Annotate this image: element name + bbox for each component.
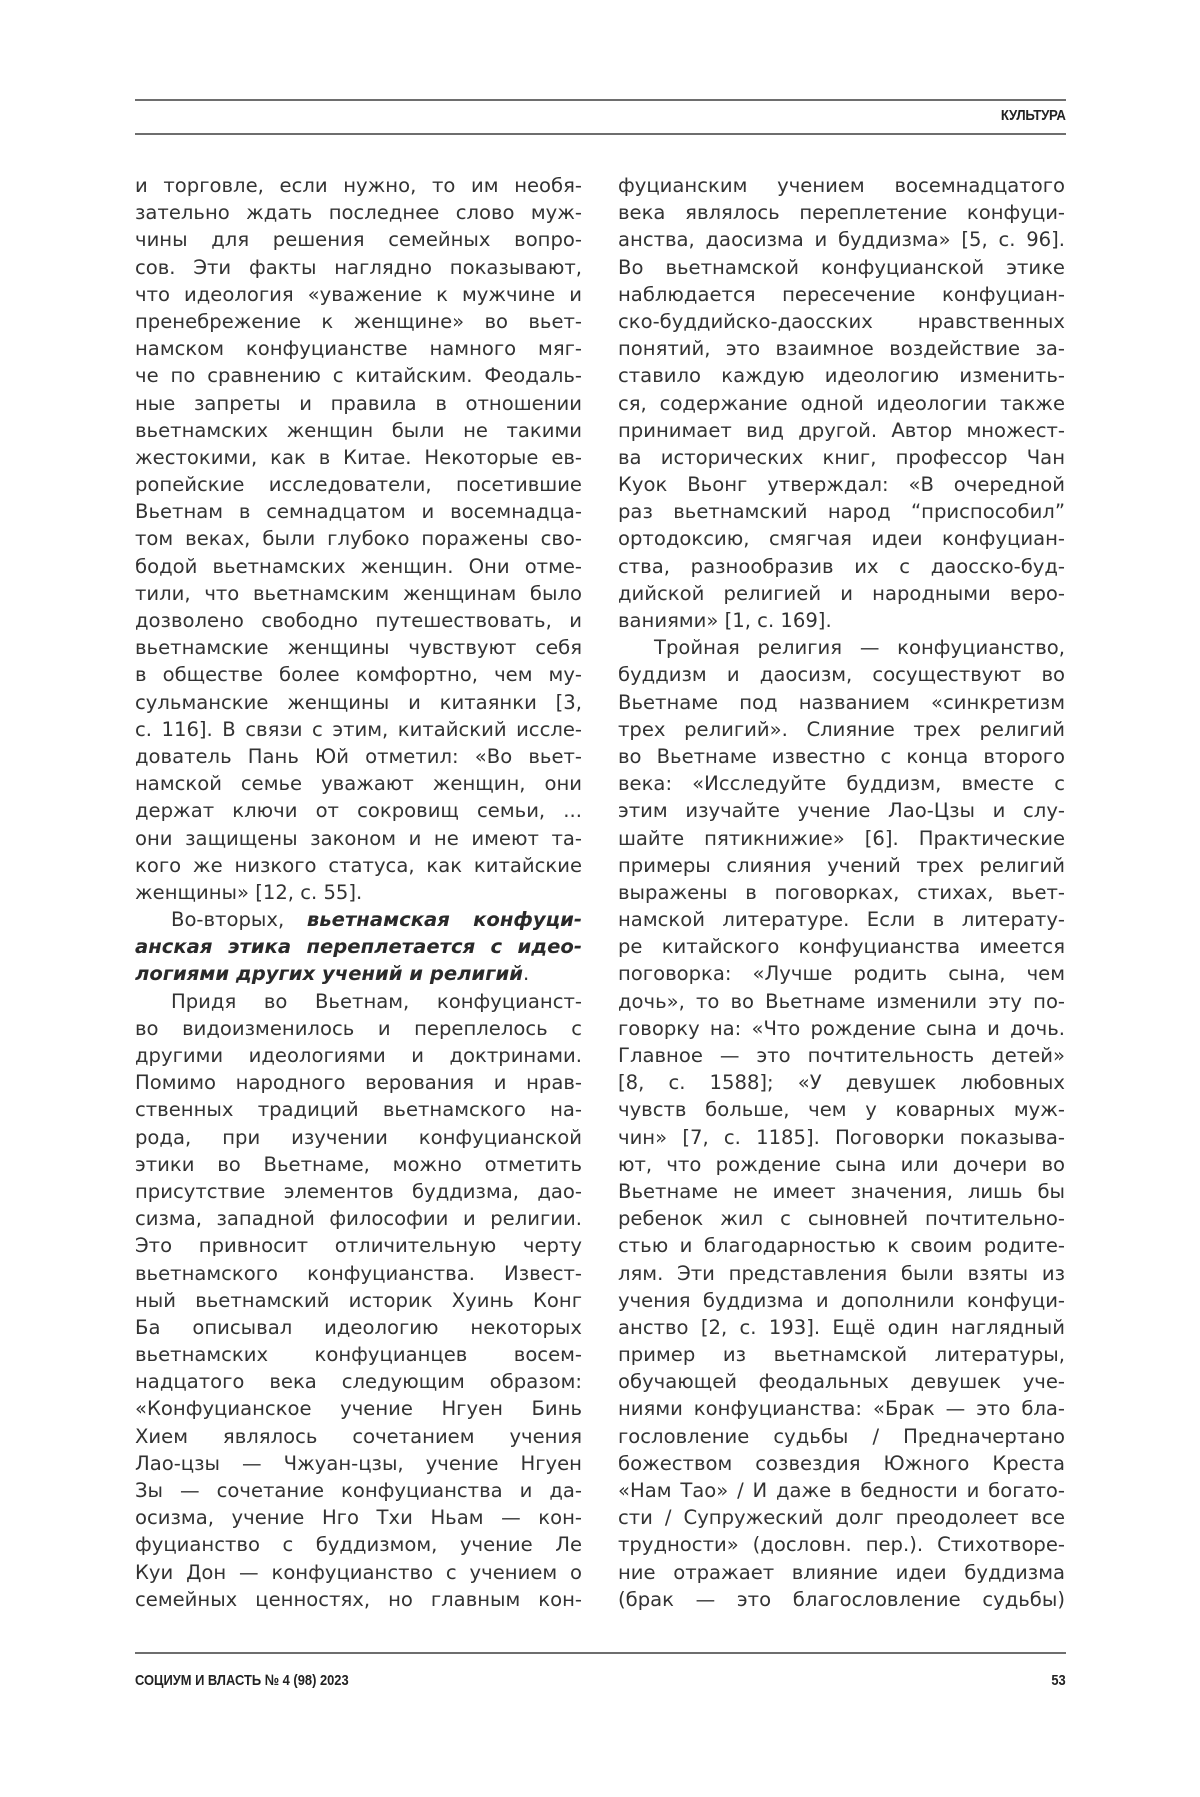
- text-line: Ба описывал идеологию некоторых: [135, 1315, 582, 1339]
- text-line: [135, 960, 582, 987]
- text-line: века являлось переплетение конфуци-: [618, 201, 1065, 225]
- text-line: ва исторических книг, профессор Чан: [618, 445, 1065, 469]
- text-line: зательно ждать последнее слово муж-: [135, 201, 582, 225]
- text-line: присутствие элементов буддизма, дао-: [135, 1179, 582, 1203]
- text-line: ре китайского конфуцианства имеется: [618, 935, 1065, 959]
- text-line: фуцианство с буддизмом, учение Ле: [135, 1533, 582, 1557]
- text-line: во Вьетнаме известно с конца второго: [618, 744, 1065, 768]
- text-line: с. 116]. В связи с этим, китайский иссле-: [135, 717, 582, 741]
- text-line: ный вьетнамский историк Хуинь Конг: [135, 1288, 582, 1312]
- text-line: женщины» [12, с. 55].: [135, 880, 363, 904]
- text-line: божеством созвездия Южного Креста: [618, 1451, 1065, 1475]
- paragraph: [135, 988, 582, 1613]
- text-line: надцатого века следующим образом:: [135, 1370, 582, 1394]
- text-line: принимает вид другой. Автор множест-: [618, 418, 1065, 442]
- text-line: пример из вьетнамской литературы,: [618, 1343, 1065, 1367]
- text-line: учения буддизма и дополнили конфуци-: [618, 1288, 1065, 1312]
- text-line: в обществе более комфортно, чем му-: [135, 663, 582, 687]
- text-line: ные запреты и правила в отношении: [135, 391, 582, 415]
- text-line: трудности» (дословн. пер.). Стихотворе-: [618, 1533, 1065, 1557]
- text-line: сти / Супружеский долг преодолеет все: [618, 1506, 1065, 1530]
- left-column: [135, 172, 582, 1613]
- text-line: буддизм и даосизм, сосуществуют во: [618, 663, 1065, 687]
- emphasis-text: вьетнамская конфуци-: [306, 908, 582, 932]
- text-line: намской литературе. Если в литерату-: [618, 908, 1065, 932]
- right-column: [618, 172, 1065, 1613]
- text-line: осизма, учение Нго Тхи Ньам — кон-: [135, 1506, 582, 1530]
- text-line: анство [2, с. 193]. Ещё один наглядный: [618, 1315, 1065, 1339]
- text-line: ваниями» [1, с. 169].: [618, 609, 832, 632]
- text-line: ся, содержание одной идеологии также: [618, 391, 1065, 415]
- text-line: вьетнамские женщины чувствуют себя: [135, 636, 582, 660]
- text-line: сов. Эти факты наглядно показывают,: [135, 255, 582, 279]
- text-line: стью и благодарностью к своим родите-: [618, 1234, 1065, 1258]
- text-line: Куи Дон — конфуцианство с учением о: [135, 1560, 582, 1584]
- paragraph-emphasis: [135, 906, 582, 988]
- text-line: другими идеологиями и доктринами.: [135, 1044, 582, 1067]
- text-line: Во вьетнамской конфуцианской этике: [618, 255, 1065, 279]
- text-line: примеры слияния учений трех религий: [618, 853, 1065, 877]
- text-line: чувств больше, чем у коварных муж-: [618, 1098, 1065, 1122]
- text-line: раз вьетнамский народ “приспособил”: [618, 500, 1065, 524]
- header-rule-top: [135, 99, 1066, 101]
- text-line: вьетнамского конфуцианства. Извест-: [135, 1261, 582, 1285]
- paragraph-continued: [618, 172, 1065, 634]
- footer-rule: [135, 1652, 1066, 1654]
- text-line: рода, при изучении конфуцианской: [135, 1125, 582, 1149]
- text-line: Вьетнаме под названием «синкретизм: [618, 690, 1065, 714]
- text-line: во видоизменилось и переплелось с: [135, 1016, 582, 1040]
- text-line: и торговле, если нужно, то им необя-: [135, 174, 582, 197]
- text-line: Вьетнаме не имеет значения, лишь бы: [618, 1179, 1065, 1203]
- text-line: держат ключи от сокровищ семьи, ...: [135, 799, 582, 823]
- text-line: ние отражает влияние идеи буддизма: [618, 1560, 1065, 1584]
- text-line: [135, 906, 582, 933]
- text-line: кого же низкого статуса, как китайские: [135, 853, 582, 877]
- text-line: лям. Эти представления были взяты из: [618, 1261, 1065, 1285]
- text-line: Тройная религия — конфуцианство,: [654, 636, 1065, 660]
- text-line: намском конфуцианстве намного мяг-: [135, 337, 582, 361]
- header-rule-bottom: [135, 133, 1066, 135]
- text-line: тили, что вьетнамским женщинам было: [135, 581, 582, 605]
- text-line: Куок Вьонг утверждал: «В очередной: [618, 473, 1065, 497]
- paragraph-continued: [135, 172, 582, 906]
- lead-text: Во-вторых,: [171, 908, 307, 932]
- text-line: века: «Исследуйте буддизм, вместе с: [618, 772, 1065, 796]
- text-line: этим изучайте учение Лао-Цзы и слу-: [618, 799, 1065, 823]
- text-line: Помимо народного верования и нрав-: [135, 1071, 582, 1095]
- text-line: шайте пятикнижие» [6]. Практические: [618, 826, 1065, 850]
- text-line: Это привносит отличительную черту: [135, 1234, 582, 1258]
- text-line: что идеология «уважение к мужчине и: [135, 282, 582, 306]
- text-line: че по сравнению с китайским. Феодаль-: [135, 364, 582, 388]
- text-line: обучающей феодальных девушек уче-: [618, 1370, 1065, 1394]
- text-line: дочь», то во Вьетнаме изменили эту по-: [618, 989, 1065, 1013]
- text-line: ства, разнообразив их с даосско-буд-: [618, 554, 1065, 578]
- text-line: выражены в поговорках, стихах, вьет-: [618, 880, 1065, 904]
- text-line: Зы — сочетание конфуцианства и да-: [135, 1479, 582, 1502]
- text-line: дователь Пань Юй отметил: «Во вьет-: [135, 744, 582, 768]
- text-line: Лао-цзы — Чжуан-цзы, учение Нгуен: [135, 1451, 582, 1475]
- text-line: ниями конфуцианства: «Брак — это бла-: [618, 1397, 1065, 1421]
- text-line: вьетнамских конфуцианцев восем-: [135, 1343, 582, 1367]
- text-line: бодой вьетнамских женщин. Они отме-: [135, 554, 582, 578]
- journal-title: СОЦИУМ И ВЛАСТЬ № 4 (98) 2023: [135, 1672, 349, 1689]
- text-line: дийской религией и народными веро-: [618, 581, 1065, 605]
- emphasis-text: логиями других учений и религий: [135, 962, 523, 986]
- text-line: чины для решения семейных вопро-: [135, 228, 582, 252]
- text-line: вьетнамских женщин были не такими: [135, 418, 582, 442]
- text-line: говорку на: «Что рождение сына и дочь.: [618, 1016, 1065, 1040]
- text-line: Хием являлось сочетанием учения: [135, 1424, 582, 1448]
- text-line: чин» [7, с. 1185]. Поговорки показыва-: [618, 1125, 1065, 1149]
- text-line: дозволено свободно путешествовать, и: [135, 609, 582, 632]
- text-line: ортодоксию, смягчая идеи конфуциан-: [618, 527, 1065, 551]
- text-line: сизма, западной философии и религии.: [135, 1207, 582, 1231]
- text-line: Придя во Вьетнам, конфуцианст-: [171, 989, 582, 1013]
- text-line: фуцианским учением восемнадцатого: [618, 174, 1065, 197]
- text-line: гословление судьбы / Предначертано: [618, 1424, 1065, 1448]
- text-line: трех религий». Слияние трех религий: [618, 717, 1065, 741]
- text-line: ропейские исследователи, посетившие: [135, 473, 582, 497]
- text-line: [8, с. 1588]; «У девушек любовных: [618, 1071, 1065, 1095]
- tail-text: .: [522, 962, 530, 986]
- text-line: «Конфуцианское учение Нгуен Бинь: [135, 1397, 582, 1421]
- text-line: они защищены законом и не имеют та-: [135, 826, 582, 850]
- text-line: пренебрежение к женщине» во вьет-: [135, 309, 582, 333]
- text-line: сульманские женщины и китаянки [3,: [135, 690, 582, 714]
- text-line: «Нам Тао» / И даже в бедности и богато-: [618, 1479, 1065, 1502]
- text-line: ставило каждую идеологию изменить-: [618, 364, 1065, 388]
- emphasis-line: анская этика переплетается с идео-: [135, 935, 582, 959]
- text-line: намской семье уважают женщин, они: [135, 772, 582, 796]
- paragraph: [618, 634, 1065, 1613]
- text-line: анства, даосизма и буддизма» [5, с. 96].: [618, 228, 1065, 252]
- text-line: ско-буддийско-даосских нравственных: [618, 309, 1065, 333]
- text-line: Главное — это почтительность детей»: [618, 1044, 1065, 1067]
- text-line: ют, что рождение сына или дочери во: [618, 1152, 1065, 1176]
- text-line: ребенок жил с сыновней почтительно-: [618, 1207, 1065, 1231]
- text-line: семейных ценностях, но главным кон-: [135, 1587, 582, 1611]
- page-number: 53: [1051, 1672, 1066, 1689]
- text-line: наблюдается пересечение конфуциан-: [618, 282, 1065, 306]
- text-line: (брак — это благословление судьбы): [618, 1587, 1065, 1611]
- text-line: этики во Вьетнаме, можно отметить: [135, 1152, 582, 1176]
- text-line: поговорка: «Лучше родить сына, чем: [618, 962, 1065, 986]
- text-line: жестокими, как в Китае. Некоторые ев-: [135, 445, 582, 469]
- section-title: КУЛЬТУРА: [1001, 107, 1066, 124]
- text-line: том веках, были глубоко поражены сво-: [135, 527, 582, 551]
- text-line: понятий, это взаимное воздействие за-: [618, 337, 1065, 361]
- text-line: ственных традиций вьетнамского на-: [135, 1098, 582, 1122]
- text-line: Вьетнам в семнадцатом и восемнадца-: [135, 500, 582, 524]
